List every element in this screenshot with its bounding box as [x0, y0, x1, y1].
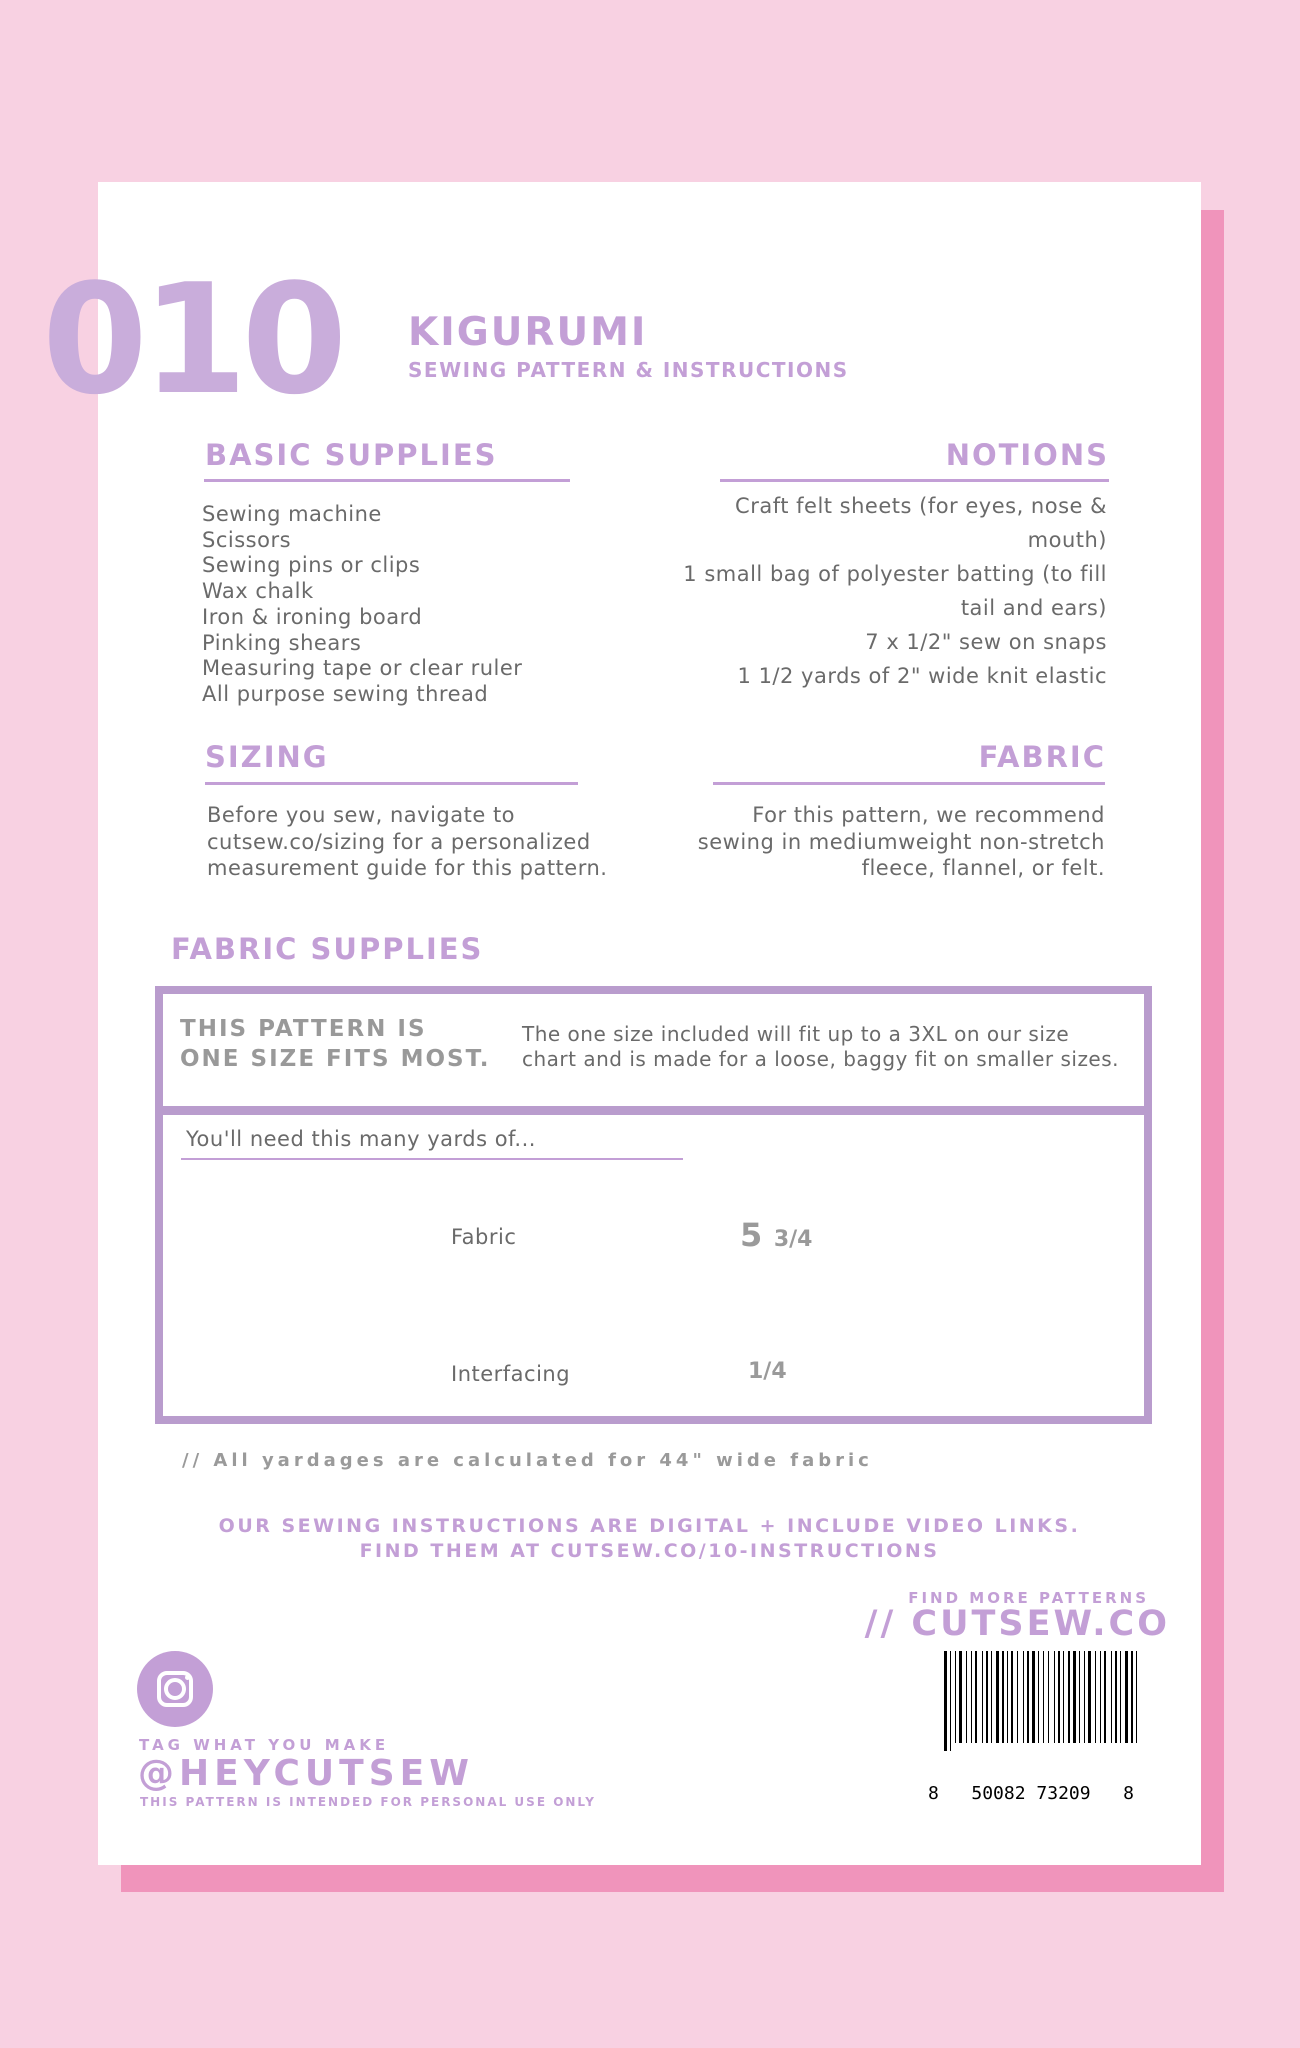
list-item: Measuring tape or clear ruler: [202, 656, 523, 681]
instagram-handle[interactable]: @HEYCUTSEW: [138, 1753, 474, 1794]
yardage-footnote: // All yardages are calculated for 44" wide fabric: [182, 1450, 873, 1471]
barcode-bar: [955, 1651, 956, 1743]
list-item: 1 1/2 yards of 2" wide knit elastic: [737, 664, 1107, 688]
barcode-bar: [1131, 1651, 1133, 1743]
list-item: 1 small bag of polyester batting (to fill: [683, 562, 1107, 586]
barcode-bar: [1017, 1651, 1018, 1743]
barcode-bar: [982, 1651, 983, 1743]
barcode-bar: [1115, 1651, 1117, 1743]
yardage-label-fabric: Fabric: [451, 1225, 517, 1249]
barcode-bar: [1038, 1651, 1039, 1743]
list-item: All purpose sewing thread: [202, 681, 489, 706]
yardage-amount-fabric: 5 3/4: [740, 1216, 813, 1254]
barcode-bar: [1095, 1651, 1096, 1743]
list-item: mouth): [1027, 528, 1107, 552]
barcode-bar: [1043, 1651, 1044, 1743]
barcode: [942, 1651, 1142, 1751]
barcode-bar: [1104, 1651, 1106, 1743]
barcode-bar: [1111, 1651, 1112, 1743]
barcode-bar: [1048, 1651, 1049, 1743]
barcode-bar: [1063, 1651, 1064, 1743]
barcode-bar: [1088, 1651, 1091, 1743]
barcode-bar: [971, 1651, 972, 1743]
barcode-bar: [1125, 1651, 1128, 1743]
barcode-bar: [1073, 1651, 1076, 1743]
barcode-bar: [1002, 1651, 1004, 1743]
one-size-heading: THIS PATTERN IS ONE SIZE FITS MOST.: [180, 1016, 491, 1072]
barcode-bar: [1120, 1651, 1121, 1743]
yards-heading: You'll need this many yards of...: [186, 1127, 536, 1151]
barcode-bar: [1068, 1651, 1070, 1743]
pattern-subtitle: SEWING PATTERN & INSTRUCTIONS: [408, 358, 849, 382]
barcode-bar: [1084, 1651, 1085, 1743]
instagram-icon[interactable]: [137, 1651, 213, 1727]
barcode-bar: [1054, 1651, 1055, 1743]
barcode-bar: [1100, 1651, 1101, 1743]
notions-rule: [720, 479, 1109, 482]
personal-use-note: THIS PATTERN IS INTENDED FOR PERSONAL USE ONLY: [140, 1795, 596, 1809]
fabric-text: For this pattern, we recommend sewing in mediumweight non-stretch fleece, flannel, or felt.: [697, 803, 1105, 880]
barcode-bar: [944, 1651, 947, 1751]
sizing-rule: [205, 782, 578, 785]
pattern-title: KIGURUMI: [408, 310, 648, 355]
barcode-bar: [975, 1651, 977, 1743]
barcode-digits: 8 50082 73209 8: [928, 1783, 1134, 1804]
yardage-amount-interfacing: 1/4: [748, 1359, 787, 1384]
notions-list: [683, 489, 1107, 693]
barcode-bar: [1032, 1651, 1035, 1743]
barcode-bar: [1027, 1651, 1029, 1743]
list-item: tail and ears): [960, 596, 1107, 620]
basic-supplies-rule: [204, 479, 570, 482]
pattern-number: 010: [42, 251, 342, 428]
list-item: Scissors: [202, 527, 292, 552]
barcode-bar: [996, 1651, 999, 1743]
sizing-title: SIZING: [205, 740, 329, 774]
list-item: Wax chalk: [202, 579, 314, 604]
barcode-bar: [1007, 1651, 1008, 1743]
sizing-text: Before you sew, navigate to cutsew.co/sizing for a personalized measurement guide for this pattern.: [207, 803, 608, 880]
list-item: 7 x 1/2" sew on snaps: [865, 630, 1107, 654]
barcode-bar: [991, 1651, 992, 1743]
find-more-label: FIND MORE PATTERNS: [908, 1589, 1149, 1607]
digital-instructions-note: OUR SEWING INSTRUCTIONS ARE DIGITAL + INCLUDE VIDEO LINKS. FIND THEM AT CUTSEW.CO/10-INSTRUCTIONS: [218, 1515, 1081, 1562]
list-item: Craft felt sheets (for eyes, nose &: [735, 494, 1107, 518]
yardage-label-interfacing: Interfacing: [451, 1362, 571, 1386]
barcode-bar: [1136, 1651, 1137, 1743]
barcode-bar: [1011, 1651, 1013, 1743]
basic-supplies-title: BASIC SUPPLIES: [205, 438, 498, 472]
fabric-supplies-title: FABRIC SUPPLIES: [171, 932, 484, 966]
barcode-bar: [1079, 1651, 1080, 1743]
barcode-bar: [1058, 1651, 1060, 1743]
list-item: Sewing pins or clips: [202, 553, 421, 578]
site-link[interactable]: // CUTSEW.CO: [864, 1604, 1170, 1644]
yardage-box: [155, 1107, 1152, 1424]
fabric-rule: [713, 782, 1105, 785]
barcode-bar: [966, 1651, 967, 1743]
yards-rule: [181, 1158, 683, 1160]
pattern-sheet: [42, 182, 1201, 1865]
basic-supplies-list: [202, 502, 522, 708]
barcode-bar: [959, 1651, 962, 1743]
list-item: Sewing machine: [202, 502, 382, 526]
notions-title: NOTIONS: [945, 438, 1109, 472]
barcode-bar: [950, 1651, 951, 1751]
barcode-bar: [986, 1651, 988, 1743]
fit-description: The one size included will fit up to a 3XL on our size chart and is made for a loose, baggy fit on smaller sizes.: [522, 1022, 1120, 1071]
fabric-title: FABRIC: [978, 740, 1106, 774]
tag-what-you-make: TAG WHAT YOU MAKE: [139, 1736, 390, 1754]
list-item: Iron & ironing board: [202, 604, 423, 629]
barcode-bar: [1023, 1651, 1024, 1743]
list-item: Pinking shears: [202, 630, 362, 655]
